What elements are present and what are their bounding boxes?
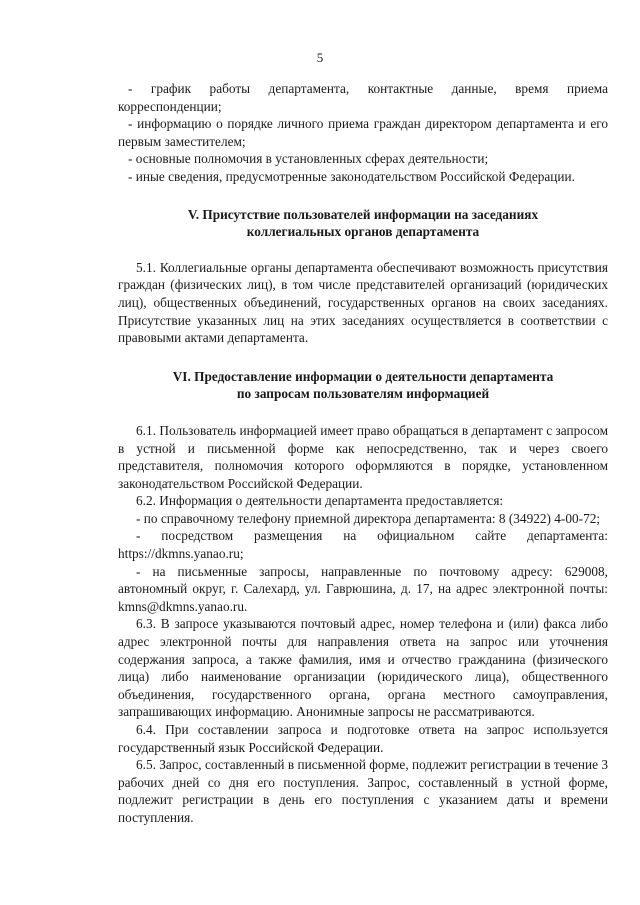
list-item: - график работы департамента, контактные данные, время приема корреспонденции; [118, 81, 608, 114]
section-heading-6 [118, 368, 608, 403]
paragraph-6-1: 6.1. Пользователь информацией имеет право обращаться в департамент с запросом в устной и письменной форме как непосредственно, так и через своего представителя, полномочия которого оформляются в порядке, установленном законодательством Российской Федерации. [118, 422, 608, 491]
paragraph-6-3: 6.3. В запросе указываются почтовый адрес, номер телефона и (или) факса либо адрес электронной почты для направления ответа на запрос или уточнения содержания запроса, а также фамилия, имя и отчество гражданина (физического лица) либо наименование организации (юридического лица), общественного объединения, государственного органа, органа местного самоуправления, запрашивающих информацию. Анонимные запросы не рассматриваются. [118, 616, 608, 720]
paragraph-6-2: 6.2. Информация о деятельности департамента предоставляется: [136, 493, 504, 509]
paragraph-5-1: 5.1. Коллегиальные органы департамента обеспечивают возможность присутствия граждан (физических лиц), в том числе представителей организаций (юридических лиц), общественных объединений, государственных органов на своих заседаниях. Присутствие указанных лиц на этих заседаниях осуществляется в соответствии с правовыми актами департамента. [118, 259, 608, 346]
heading-line: V. Присутствие пользователей информации на заседаниях [187, 206, 539, 222]
document-body [118, 80, 608, 827]
list-item-phone: - по справочному телефону приемной директора департамента: 8 (34922) 4-00-72; [136, 510, 601, 526]
section-heading-5 [118, 206, 608, 241]
list-item: - информацию о порядке личного приема граждан директором департамента и его первым заместителем; [118, 116, 608, 149]
list-item-site: - посредством размещения на официальном сайте департамента: https://dkmns.yanao.ru; [118, 528, 608, 562]
paragraph-6-5: 6.5. Запрос, составленный в письменной форме, подлежит регистрации в течение 3 рабочих дней со дня его поступления. Запрос, составленный в устной форме, подлежит регистрации в день его поступления с указанием даты и времени поступления. [118, 757, 608, 825]
list-item: - иные сведения, предусмотренные законодательством Российской Федерации. [128, 168, 575, 184]
heading-line: VI. Предоставление информации о деятельности департамента [172, 368, 554, 384]
list-item: - основные полномочия в установленных сферах деятельности; [128, 151, 489, 167]
heading-line: коллегиальных органов департамента [246, 224, 480, 240]
heading-line: по запросам пользователям информацией [236, 386, 490, 402]
paragraph-6-4: 6.4. При составлении запроса и подготовке ответа на запрос используется государственный язык Российской Федерации. [118, 722, 608, 755]
page-number: 5 [316, 50, 324, 65]
list-item-mail: - на письменные запросы, направленные по почтовому адресу: 629008, автономный округ, г. Салехард, ул. Гаврюшина, д. 17, на адрес электронной почты: kmns@dkmns.yanao.ru. [118, 563, 608, 614]
